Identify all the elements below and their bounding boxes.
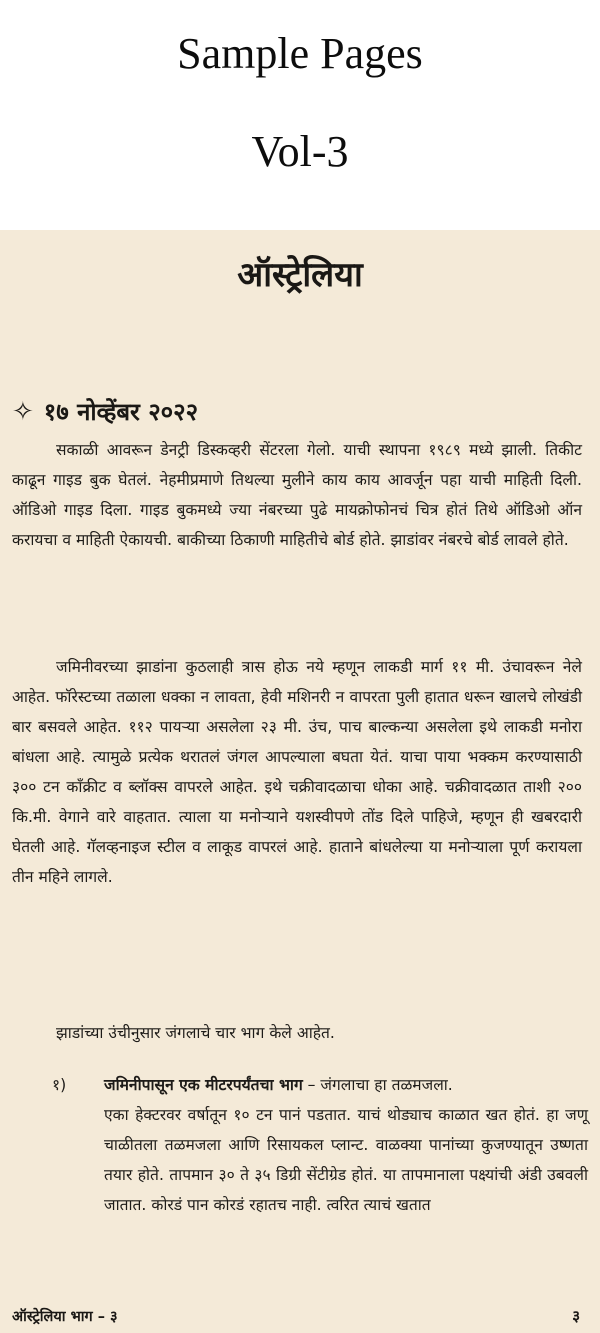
sample-header <box>0 0 600 230</box>
paragraph-2: जमिनीवरच्या झाडांना कुठलाही त्रास होऊ नये म्हणून लाकडी मार्ग ११ मी. उंचावरून नेले आहेत. फॉरेस्टच्या तळाला धक्का न लावता, हेवी मशिनरी न वापरता पुली हातात धरून खालचे लोखंडी बार बसवले आहेत. ११२ पायऱ्या असलेला २३ मी. उंच, पाच बाल्कन्या असलेला इथे लाकडी मनोरा बांधला आहे. त्यामुळे प्रत्येक थरातलं जंगल आपल्याला बघता येतं. याचा पाया भक्कम करण्यासाठी ३०० टन काँक्रीट व ब्लॉक्स वापरले आहेत. इथे चक्रीवादळाचा धोका आहे. चक्रीवादळात ताशी २०० कि.मी. वेगाने वारे वाहतात. त्याला या मनोऱ्याने यशस्वीपणे तोंड दिले पाहिजे, म्हणून ही खबरदारी घेतली आहे. गॅलव्हनाइज स्टील व लाकूड वापरलं आहे. हाताने बांधलेल्या या मनोऱ्याला पूर्ण करायला तीन महिने लागले. <box>12 658 582 886</box>
paragraph-3: झाडांच्या उंचीनुसार जंगलाचे चार भाग केले आहेत. <box>56 1024 335 1042</box>
list-item-heading-rest: – जंगलाचा हा तळमजला. <box>302 1076 453 1094</box>
date-heading <box>12 395 198 428</box>
list-item-number: १) <box>52 1076 67 1094</box>
four-point-star-icon: ✧ <box>12 397 34 427</box>
paragraph-1: सकाळी आवरून डेनट्री डिस्कव्हरी सेंटरला गेलो. याची स्थापना १९८९ मध्ये झाली. तिकीट काढून गाइड बुक घेतलं. नेहमीप्रमाणे तिथल्या मुलीने काय काय आवर्जून पहा याची माहिती दिली. ऑडिओ गाइड दिला. गाइड बुकमध्ये ज्या नंबरच्या पुढे मायक्रोफोनचं चित्र होतं तिथे ऑडिओ ऑन करायचा व माहिती ऐकायची. बाकीच्या ठिकाणी माहितीचे बोर्ड होते. झाडांवर नंबरचे बोर्ड लावले होते. <box>12 441 582 549</box>
header-title-line2: Vol-3 <box>251 127 349 176</box>
header-title-line1: Sample Pages <box>177 29 423 78</box>
list-item-heading-line <box>104 1070 453 1100</box>
date-heading-text: १७ नोव्हेंबर २०२२ <box>43 398 199 426</box>
book-page <box>0 230 600 1333</box>
list-item-heading: जमिनीपासून एक मीटरपर्यंतचा भाग <box>104 1076 303 1094</box>
chapter-title: ऑस्ट्रेलिया <box>237 255 363 295</box>
page-number: ३ <box>572 1307 580 1325</box>
list-item-body: एका हेक्टरवर वर्षातून १० टन पानं पडतात. याचं थोड्याच काळात खत होतं. हा जणू चाळीतला तळमजला आणि रिसायकल प्लान्ट. वाळक्या पानांच्या कुजण्यातून उष्णता तयार होते. तापमान ३० ते ३५ डिग्री सेंटीग्रेड होतं. या तापमानाला पक्ष्यांची अंडी उबवली जातात. कोरडं पान कोरडं रहातच नाही. त्वरित त्याचं खतात <box>104 1106 588 1214</box>
running-footer: ऑस्ट्रेलिया भाग – ३ <box>12 1309 118 1325</box>
